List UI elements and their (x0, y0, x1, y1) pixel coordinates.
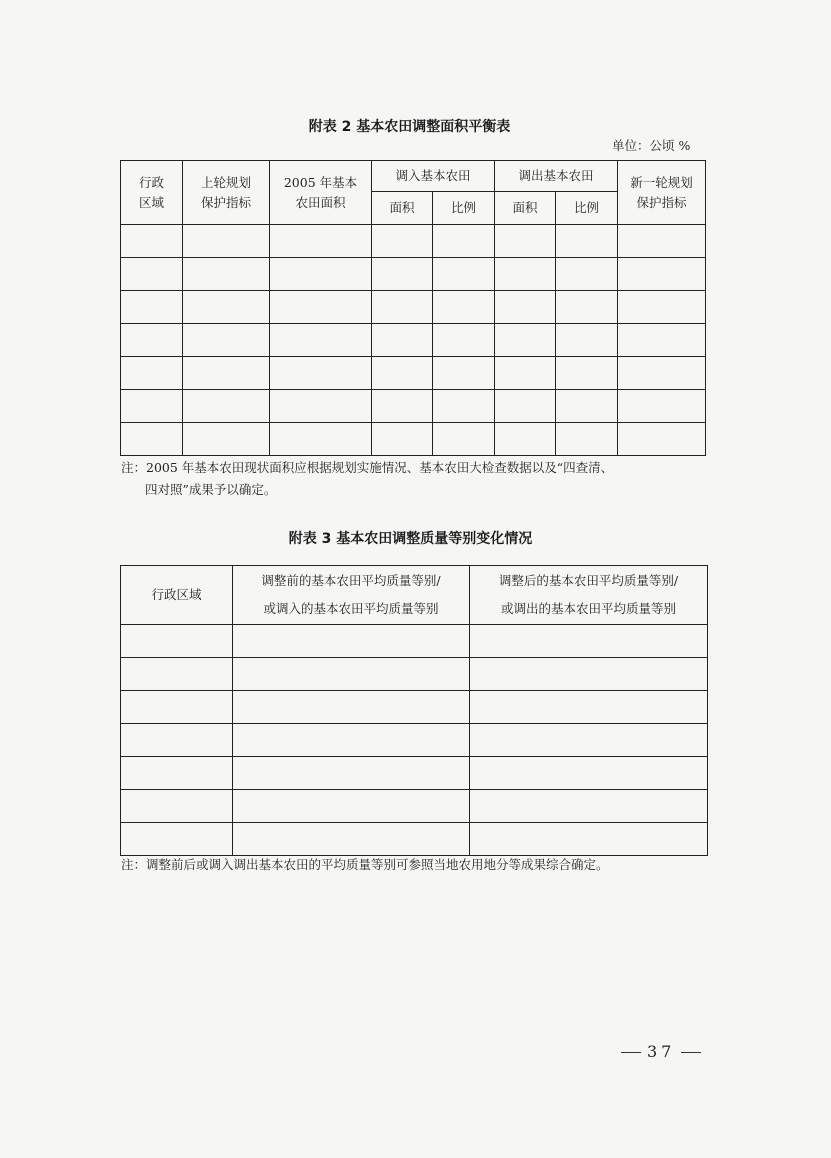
empty-cell (618, 357, 706, 390)
header-in-ratio: 比例 (433, 192, 495, 225)
table3-title: 附表 3 基本农田调整质量等别变化情况 (288, 531, 533, 547)
header-before: 调整前的基本农田平均质量等别/ 或调入的基本农田平均质量等别 (233, 566, 470, 625)
empty-cell (183, 324, 270, 357)
empty-cell (618, 225, 706, 258)
empty-cell (372, 357, 433, 390)
empty-cell (233, 658, 470, 691)
empty-cell (183, 258, 270, 291)
empty-cell (495, 324, 556, 357)
table-row (121, 691, 708, 724)
empty-cell (618, 258, 706, 291)
header-2005-base: 2005 年基本 农田面积 (270, 161, 372, 225)
header-prev-quota: 上轮规划 保护指标 (183, 161, 270, 225)
empty-cell (121, 757, 233, 790)
empty-cell (470, 691, 708, 724)
empty-cell (372, 291, 433, 324)
empty-cell (556, 390, 618, 423)
empty-cell (433, 324, 495, 357)
empty-cell (372, 390, 433, 423)
empty-cell (470, 658, 708, 691)
empty-cell (233, 757, 470, 790)
empty-cell (270, 291, 372, 324)
empty-cell (495, 390, 556, 423)
empty-cell (433, 225, 495, 258)
empty-cell (233, 823, 470, 856)
empty-cell (433, 291, 495, 324)
header-after: 调整后的基本农田平均质量等别/ 或调出的基本农田平均质量等别 (470, 566, 708, 625)
empty-cell (433, 423, 495, 456)
empty-cell (233, 625, 470, 658)
empty-cell (121, 357, 183, 390)
empty-cell (121, 823, 233, 856)
table-row (121, 357, 706, 390)
table-row (121, 790, 708, 823)
dash-right (681, 1052, 701, 1053)
empty-cell (470, 625, 708, 658)
table-row (121, 291, 706, 324)
empty-cell (270, 324, 372, 357)
empty-cell (618, 423, 706, 456)
empty-cell (121, 258, 183, 291)
empty-cell (495, 357, 556, 390)
header-region: 行政 区域 (121, 161, 183, 225)
empty-cell (183, 390, 270, 423)
empty-cell (372, 225, 433, 258)
header-new-quota: 新一轮规划 保护指标 (618, 161, 706, 225)
page-number: 37 (615, 1042, 707, 1061)
empty-cell (495, 423, 556, 456)
empty-cell (121, 625, 233, 658)
empty-cell (556, 291, 618, 324)
empty-cell (495, 291, 556, 324)
empty-cell (372, 423, 433, 456)
empty-cell (618, 291, 706, 324)
empty-cell (270, 258, 372, 291)
dash-left (621, 1052, 641, 1053)
empty-cell (556, 258, 618, 291)
table-row (121, 225, 706, 258)
header-out-area: 面积 (495, 192, 556, 225)
header-transfer-out: 调出基本农田 (495, 161, 618, 192)
empty-cell (183, 225, 270, 258)
empty-cell (618, 324, 706, 357)
empty-cell (121, 324, 183, 357)
empty-cell (233, 724, 470, 757)
table2-body (121, 225, 706, 456)
empty-cell (270, 423, 372, 456)
empty-cell (433, 258, 495, 291)
empty-cell (618, 390, 706, 423)
empty-cell (556, 357, 618, 390)
table-row (121, 724, 708, 757)
empty-cell (121, 658, 233, 691)
empty-cell (121, 691, 233, 724)
empty-cell (470, 823, 708, 856)
empty-cell (270, 357, 372, 390)
empty-cell (470, 724, 708, 757)
table-row (121, 423, 706, 456)
header-transfer-in: 调入基本农田 (372, 161, 495, 192)
empty-cell (121, 423, 183, 456)
empty-cell (270, 390, 372, 423)
empty-cell (233, 691, 470, 724)
empty-cell (121, 390, 183, 423)
empty-cell (372, 324, 433, 357)
table-row (121, 390, 706, 423)
header-in-area: 面积 (372, 192, 433, 225)
quality-grade-table (120, 565, 708, 856)
unit-label: 单位：公顷 % (612, 138, 691, 153)
header-out-ratio: 比例 (556, 192, 618, 225)
empty-cell (183, 423, 270, 456)
table-row (121, 823, 708, 856)
empty-cell (121, 790, 233, 823)
table3-body (121, 625, 708, 856)
empty-cell (372, 258, 433, 291)
empty-cell (470, 757, 708, 790)
empty-cell (470, 790, 708, 823)
empty-cell (433, 390, 495, 423)
empty-cell (495, 258, 556, 291)
empty-cell (183, 291, 270, 324)
table-row (121, 324, 706, 357)
empty-cell (495, 225, 556, 258)
empty-cell (556, 324, 618, 357)
table-row (121, 658, 708, 691)
empty-cell (233, 790, 470, 823)
table-row (121, 258, 706, 291)
area-balance-table (120, 160, 706, 456)
empty-cell (556, 423, 618, 456)
empty-cell (556, 225, 618, 258)
empty-cell (121, 225, 183, 258)
table3-note: 注：调整前后或调入调出基本农田的平均质量等别可参照当地农用地分等成果综合确定。 (121, 857, 609, 872)
table-row (121, 625, 708, 658)
empty-cell (121, 291, 183, 324)
table2-title: 附表 2 基本农田调整面积平衡表 (308, 119, 511, 135)
empty-cell (121, 724, 233, 757)
table2-note: 注：2005 年基本农田现状面积应根据规划实施情况、基本农田大检查数据以及“四查清、 四对照”成果予以确定。 (121, 460, 614, 497)
table-row (121, 757, 708, 790)
empty-cell (433, 357, 495, 390)
empty-cell (183, 357, 270, 390)
empty-cell (270, 225, 372, 258)
header-region: 行政区域 (121, 566, 233, 625)
